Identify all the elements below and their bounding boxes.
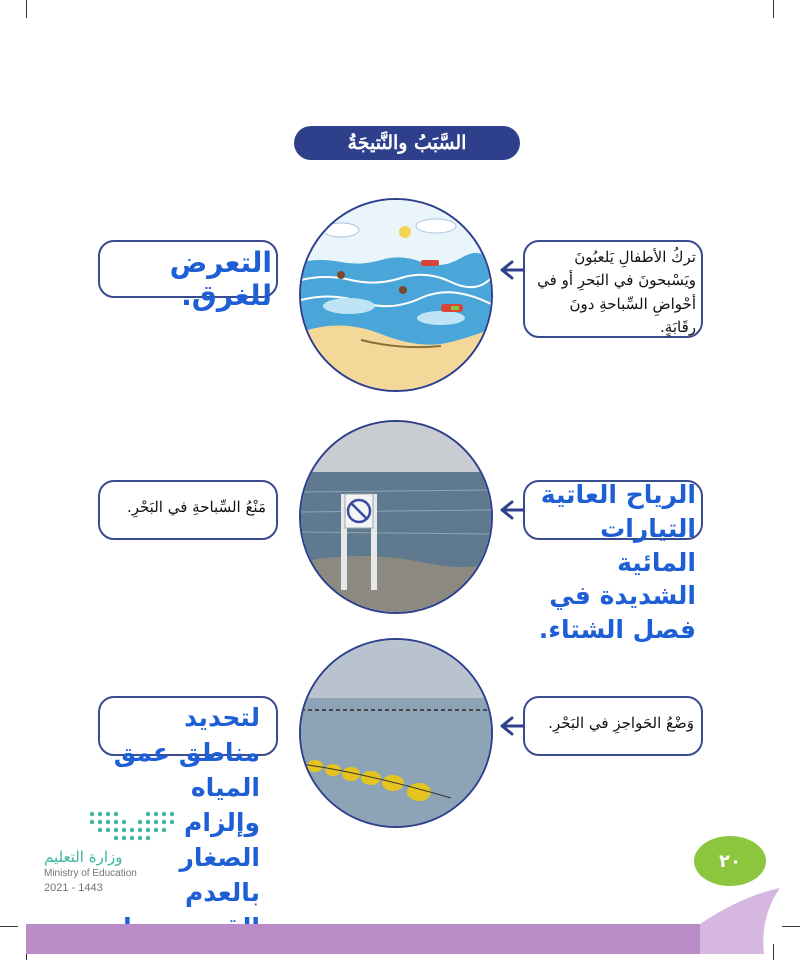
ministry-years: 2021 - 1443 <box>44 882 103 894</box>
ministry-name-ar: وزارة التعليم <box>44 848 123 866</box>
cause-handwritten-2: الرياح العاتية التيارات المائية الشديدة في فصل الشتاء. <box>538 480 696 644</box>
ministry-name-en: Ministry of Education <box>44 868 137 879</box>
crop-mark <box>773 0 774 18</box>
cause-text-3: وَضْعُ الحَواجزِ في البَحْرِ. <box>548 714 694 732</box>
arrow-icon <box>498 258 524 282</box>
ministry-logo-dots <box>86 808 180 846</box>
no-swimming-sign-photo <box>299 420 493 614</box>
arrow-icon <box>498 498 524 522</box>
sea-buoys-photo <box>299 638 493 828</box>
page-number-badge <box>694 836 766 886</box>
crop-mark <box>26 0 27 18</box>
cause-text-1: تركُ الأطفالِ يَلعبُونَ ويَسْبحونَ في البَحرِ أو في أحْواضِ السِّباحةِ دونَ رقَابَةٍ. <box>537 248 696 336</box>
page-title: السَّبَبُ والنَّتيجَةُ <box>294 126 520 160</box>
footer-band <box>0 880 800 960</box>
result-text-2: مَنْعُ السِّباحةِ في البَحْرِ. <box>126 498 266 516</box>
result-handwritten-3: لتحديد مناطق عمق المياه وإلزام الصغار بالعدم <box>113 703 260 907</box>
page-number: ٢٠ <box>719 850 741 872</box>
arrow-icon <box>498 714 524 738</box>
result-handwritten-1: التعرض للغرق. <box>169 246 272 312</box>
beach-swimmers-illustration <box>299 198 493 392</box>
